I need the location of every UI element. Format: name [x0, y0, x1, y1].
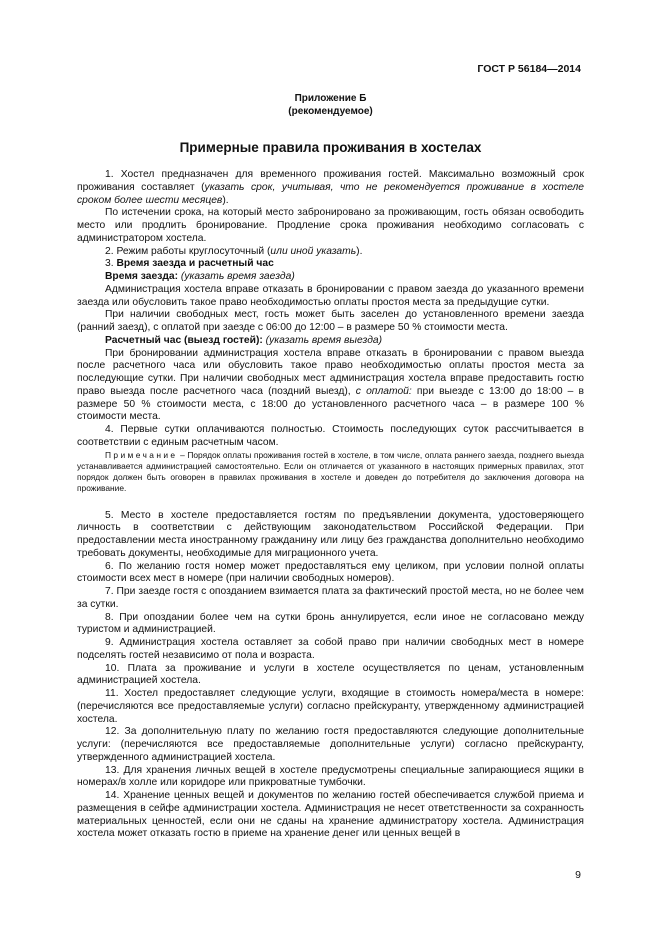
document-title: Примерные правила проживания в хостелах [179, 140, 482, 155]
page-number: 9 [575, 869, 581, 881]
paragraph-10: 4. Первые сутки оплачиваются полностью. Стоимость последующих суток рассчитывается в соответствии с единым расчетным часом. [77, 424, 584, 448]
spacer [77, 494, 584, 510]
paragraph-18: 12. За дополнительную плату по желанию гостя предоставляются следующие дополнительные услуги: (перечисляются все предоставляемые дополнительные услуги) согласно прейскуранту, утвержденного администрацией хостела. [77, 726, 584, 763]
note-text: – Порядок оплаты проживания гостей в хостеле, в том числе, оплата раннего заезда, позднего выезда устанавливается администрацией самостоятельно. Если он отличается от указанного в настоящих примерных правилах, этот порядок должен быть оговорен в правилах проживания в хостеле и доведен до потребителя до заключения договора на проживание. [77, 449, 584, 493]
note-label: Примечание [105, 449, 178, 460]
paragraph-2: По истечении срока, на который место забронировано за проживающим, гость обязан освободить место или продлить бронирование. Продление срока проживания необходимо согласовать с администратором хостела. [77, 207, 584, 244]
annex-heading [0, 92, 661, 118]
standard-designation: ГОСТ Р 56184—2014 [477, 63, 581, 75]
paragraph-1: 1. Хостел предназначен для временного проживания гостей. Максимально возможный срок проживания составляет (указать срок, учитывая, что не рекомендуется проживание в хостеле сроком более шести месяцев). [77, 169, 584, 206]
paragraph-14: 8. При опоздании более чем на сутки бронь аннулируется, если иное не согласовано между туристом и администрацией. [77, 611, 584, 636]
paragraph-11: 5. Место в хостеле предоставляется гостям по предъявлении документа, удостоверяющего личность в соответствии с действующим законодательством Российской Федерации. При предоставлении места иностранному гражданину или лицу без гражданства дополнительно необходимо требовать документы, необходимые для миграционного учета. [77, 509, 584, 559]
paragraph-7: При наличии свободных мест, гость может быть заселен до установленного времени заезда (ранний заезд), с оплатой при заезде с 06:00 до 12:00 – в размере 50 % стоимости места. [77, 309, 584, 333]
document-body [77, 169, 584, 841]
paragraph-3: 2. Режим работы круглосуточный (или иной указать). [105, 245, 363, 257]
annex-label: Приложение Б [294, 93, 367, 104]
paragraph-20: 14. Хранение ценных вещей и документов по желанию гостей обеспечивается службой приема и размещения в сейфе администрации хостела. Администрация не несет ответственности за сохранность материальных ценностей, если они не сданы на хранение администратору хостела. Администрация хостела может отказать гостю в приеме на хранение денег или ценных вещей в [77, 790, 584, 840]
note [77, 450, 584, 494]
paragraph-17: 11. Хостел предоставляет следующие услуги, входящие в стоимость номера/места в номере: (перечисляются все предоставляемые услуги) согласно прейскуранту, утвержденному администрацией хостела. [77, 688, 584, 725]
paragraph-12: 6. По желанию гостя номер может предоставляться ему целиком, при условии полной оплаты стоимости всех мест в номере (при наличии свободных номеров). [77, 560, 584, 585]
paragraph-15: 9. Администрация хостела оставляет за собой право при наличии свободных мест в номере подселять гостей независимо от пола и возраста. [77, 637, 584, 661]
paragraph-9: При бронировании администрация хостела вправе отказать в бронировании с правом выезда после расчетного часа или обусловить такое право необходимостью оплаты простоя места за последующие сутки. При наличии свободных мест администрация хостела вправе предоставить гостю право выезда после расчетного часа (поздний выезд), с оплатой: при выезде с 13:00 до 18:00 – в размере 50 % стоимости места, с 18:00 до установленного расчетного часа – в размере 100 % стоимости места. [77, 347, 585, 423]
paragraph-13: 7. При заезде гостя с опозданием взимается плата за фактический простой места, но не более чем за сутки. [77, 586, 584, 610]
checkout-time-label: Расчетный час (выезд гостей): (указать время выезда) [105, 334, 383, 346]
annex-status: (рекомендуемое) [288, 106, 373, 117]
paragraph-16: 10. Плата за проживание и услуги в хостеле осуществляется по ценам, установленным администрацией хостела. [77, 662, 584, 687]
checkin-time-label: Время заезда: (указать время заезда) [105, 271, 295, 282]
paragraph-19: 13. Для хранения личных вещей в хостеле предусмотрены специальные запирающиеся ящики в номерах/в холле или коридоре или прикроватные тумбочки. [77, 764, 584, 789]
section-heading-checkin: 3. Время заезда и расчетный час [105, 258, 274, 270]
paragraph-6: Администрация хостела вправе отказать в бронировании с правом заезда до указанного времени заезда или обусловить такое право необходимостью оплаты простоя места за предыдущие сутки. [77, 283, 584, 308]
